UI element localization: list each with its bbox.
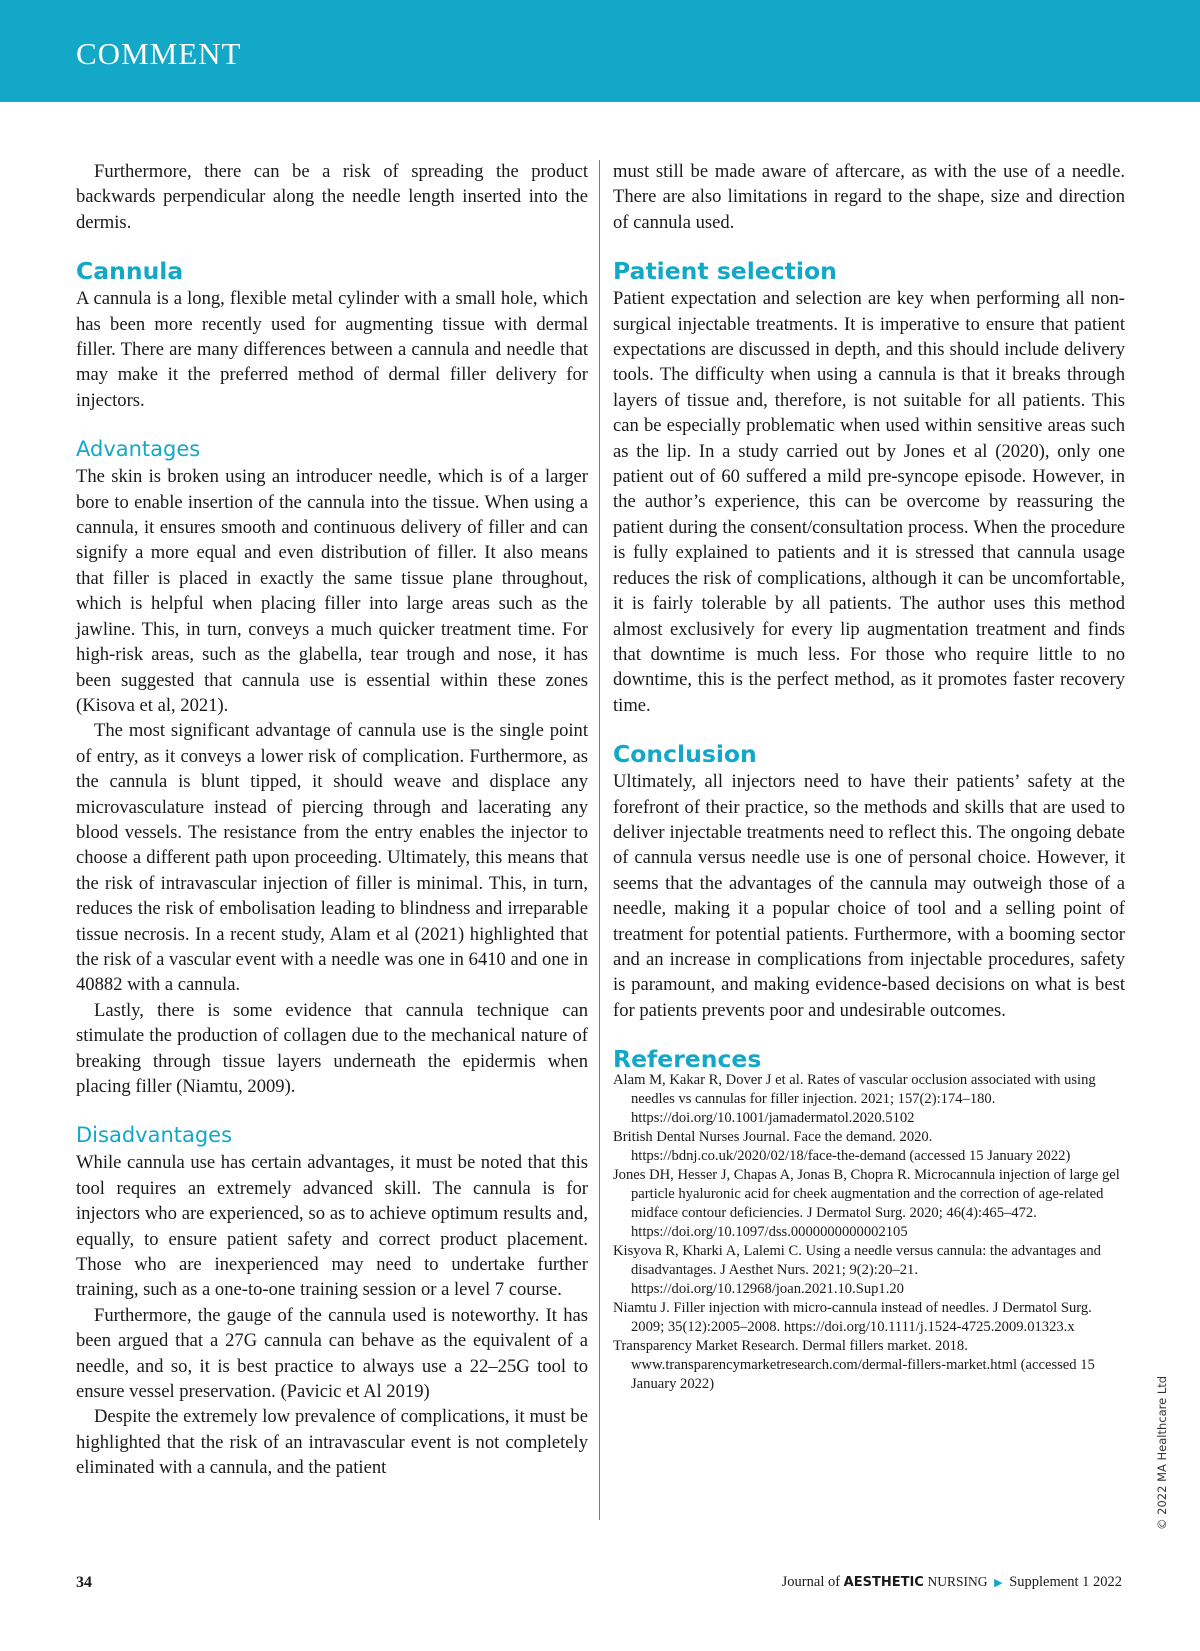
journal-prefix: Journal of	[781, 1574, 841, 1590]
advantages-heading: Advantages	[76, 437, 201, 462]
reference-item: Kisyova R, Kharki A, Lalemi C. Using a needle versus cannula: the advantages and disadvantages. J Aesthet Nurs. 2021; 9(2):20–21. https://doi.org/10.12968/joan.2021.10.Sup1.20	[613, 1243, 1101, 1298]
disadvantages-paragraph: Furthermore, the gauge of the cannula used is noteworthy. It has been argued that a 27G cannula can behave as the equivalent of a needle, and so, it is best practice to always use a 22–25G tool to ensure vessel preservation. (Pavicic et Al 2019)	[76, 1304, 588, 1403]
intro-paragraph: Furthermore, there can be a risk of spreading the product backwards perpendicular along the needle length inserted into the dermis.	[76, 161, 588, 233]
header-band	[0, 0, 1200, 102]
patient-selection-paragraph: Patient expectation and selection are key when performing all non-surgical injectable treatments. It is imperative to ensure that patient expectations are discussed in depth, and this should include delivery tools. The difficulty when using a cannula is that it breaks through layers of tissue and, therefore, is not suitable for all patients. This can be especially problematic when used within sensitive areas such as the lip. In a study carried out by Jones et al (2020), only one patient out of 60 suffered a mild pre-syncope episode. However, in the author’s experience, this can be overcome by reassuring the patient during the consent/consultation process. When the procedure is fully explained to patients and it is stressed that cannula usage reduces the risk of complications, although it can be uncomfortable, it is fairly tolerable by all patients. The author uses this method almost exclusively for every lip augmentation treatment and finds that downtime is much less. For those who require little to no downtime, this is the perfect method, as it promotes faster recovery time.	[613, 288, 1125, 716]
reference-item: Jones DH, Hesser J, Chapas A, Jonas B, Chopra R. Microcannula injection of large gel particle hyaluronic acid for cheek augmentation and the correction of age-related midface contour deficiencies. J Dermatol Surg. 2020; 46(4):465–472. https://doi.org/10.1097/dss.0000000000002105	[613, 1167, 1120, 1241]
reference-item: Transparency Market Research. Dermal fillers market. 2018. www.transparencymarketresearch.com/dermal-fillers-market.html (accessed 15 January 2022)	[613, 1338, 1095, 1393]
journal-suffix: NURSING	[927, 1574, 988, 1589]
disadvantages-heading: Disadvantages	[76, 1123, 233, 1148]
references-heading: References	[613, 1045, 762, 1074]
cannula-heading: Cannula	[76, 257, 184, 286]
section-label: COMMENT	[76, 36, 242, 71]
reference-item: Niamtu J. Filler injection with micro-cannula instead of needles. J Dermatol Surg. 2009; 35(12):2005–2008. https://doi.org/10.1111/j.1524-4725.2009.01323.x	[613, 1300, 1092, 1336]
reference-item: Alam M, Kakar R, Dover J et al. Rates of vascular occlusion associated with using needles vs cannulas for filler injection. 2021; 157(2):174–180. https://doi.org/10.1001/jamadermatol.2020.5102	[613, 1072, 1096, 1127]
reference-list	[613, 1071, 1125, 1394]
patient-selection-heading: Patient selection	[613, 257, 837, 286]
column-divider	[599, 160, 600, 1520]
cannula-paragraph: A cannula is a long, flexible metal cylinder with a small hole, which has been more recently used for augmenting tissue with dermal filler. There are many differences between a cannula and needle that may make it the preferred method of dermal filler delivery for injectors.	[76, 288, 588, 411]
right-column	[613, 159, 1125, 1394]
disadvantages-paragraph: While cannula use has certain advantages, it must be noted that this tool requires an extremely advanced skill. The cannula is for injectors who are experienced, so as to achieve optimum results and, equally, to ensure patient safety and correct product placement. Those who are inexperienced may need to undertake further training, such as a one-to-one training session or a level 7 course.	[76, 1152, 588, 1301]
copyright-notice: © 2022 MA Healthcare Ltd	[1155, 1375, 1169, 1530]
conclusion-paragraph: Ultimately, all injectors need to have their patients’ safety at the forefront of their practice, so the methods and skills that are used to deliver injectable treatments need to reflect this. The ongoing debate of cannula versus needle use is one of personal choice. However, it seems that the advantages of the cannula may outweigh those of a needle, making it a popular choice of tool and a selling point of treatment for potential patients. Furthermore, with a booming sector and an increase in complications from injectable procedures, safety is paramount, and making evidence-based decisions on what is best for patients prevents poor and undesirable outcomes.	[613, 771, 1125, 1021]
journal-brand: AESTHETIC	[843, 1575, 924, 1590]
supplement-label: Supplement 1 2022	[1009, 1574, 1122, 1590]
advantages-paragraph: The skin is broken using an introducer needle, which is of a larger bore to enable insertion of the cannula into the tissue. When using a cannula, it ensures smooth and continuous delivery of filler and can signify a more equal and even distribution of filler. It also means that filler is placed in exactly the same tissue plane throughout, which is helpful when placing filler into large areas such as the jawline. This, in turn, conveys a much quicker treatment time. For high-risk areas, such as the glabella, tear trough and nose, it has been suggested that cannula use is essential within these zones (Kisova et al, 2021).	[76, 466, 588, 716]
reference-item: British Dental Nurses Journal. Face the demand. 2020. https://bdnj.co.uk/2020/02/18/face-the-demand (accessed 15 January 2022)	[613, 1129, 1071, 1165]
advantages-paragraph: Lastly, there is some evidence that cannula technique can stimulate the production of collagen due to the mechanical nature of breaking through tissue layers underneath the epidermis when placing filler (Niamtu, 2009).	[76, 999, 588, 1097]
left-column	[76, 159, 588, 1481]
triangle-right-icon: ▶	[994, 1577, 1003, 1589]
advantages-paragraph: The most significant advantage of cannula use is the single point of entry, as it conveys a lower risk of complication. Furthermore, as the cannula is blunt tipped, it should weave and displace any microvasculature instead of piercing through and lacerating any blood vessels. The resistance from the entry enables the injector to choose a different path upon proceeding. Ultimately, this means that the risk of intravascular injection of filler is minimal. This, in turn, reduces the risk of embolisation leading to blindness and irreparable tissue necrosis. In a recent study, Alam et al (2021) highlighted that the risk of a vascular event with a needle was one in 6410 and one in 40882 with a cannula.	[76, 720, 588, 996]
page-number: 34	[76, 1574, 92, 1591]
disadvantages-paragraph: Despite the extremely low prevalence of complications, it must be highlighted that the risk of an intravascular event is not completely eliminated with a cannula, and the patient	[76, 1406, 588, 1479]
journal-footer	[782, 1574, 1122, 1591]
continued-paragraph: must still be made aware of aftercare, as with the use of a needle. There are also limitations in regard to the shape, size and direction of cannula used.	[613, 161, 1125, 233]
conclusion-heading: Conclusion	[613, 740, 757, 769]
